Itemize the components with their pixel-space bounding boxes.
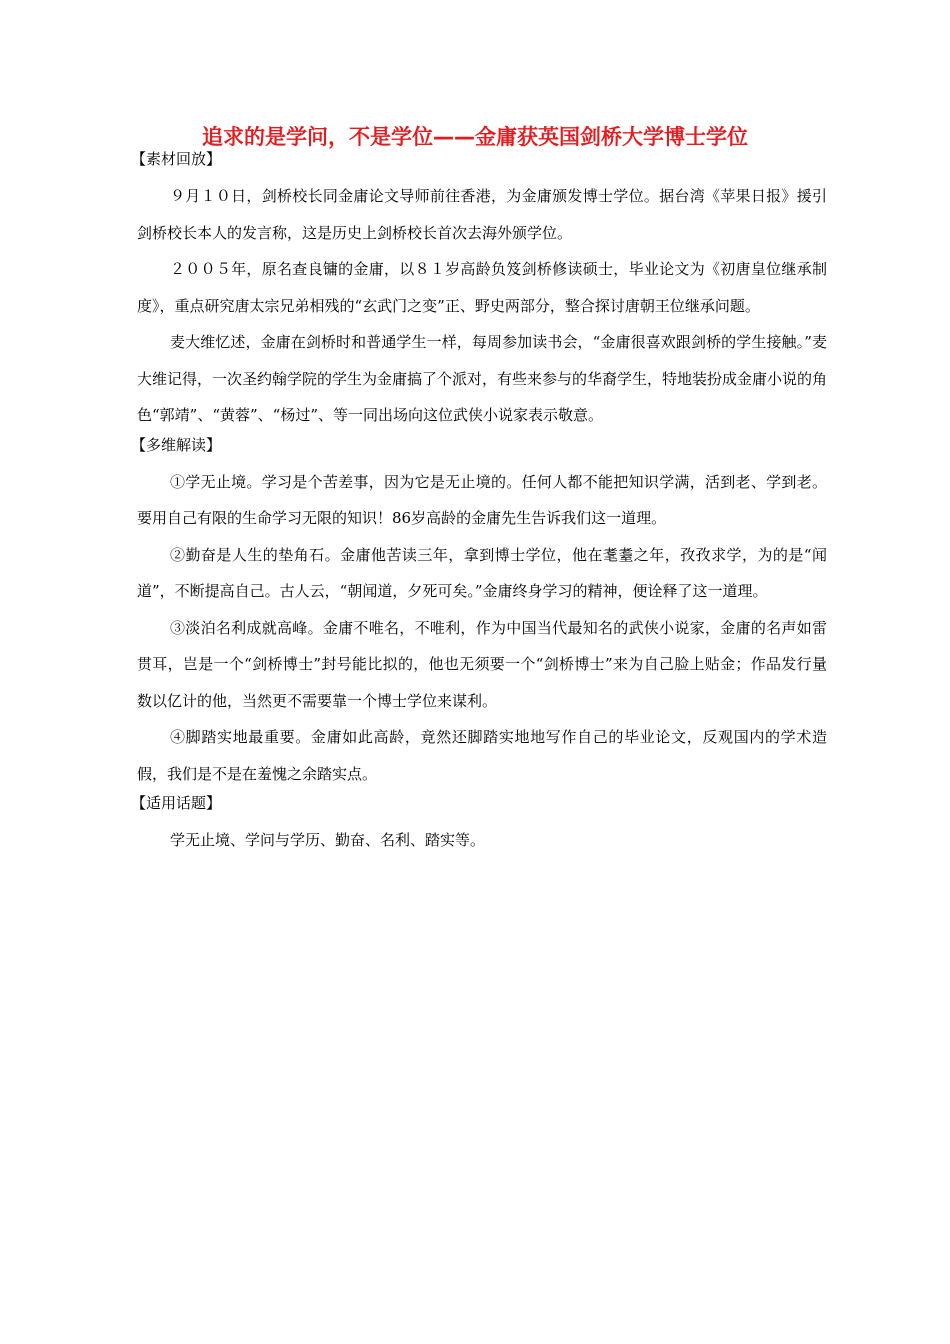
section-heading-interpretation: 【多维解读】 (131, 435, 222, 454)
paragraph: 学无止境、学问与学历、勤奋、名利、踏实等。 (170, 831, 486, 849)
paragraph: ①学无止境。学习是个苦差事，因为它是无止境的。任何人都不能把知识学满，活到老、学到老。要用自己有限的生命学习无限的知识！86岁高龄的金庸先生告诉我们这一道理。 (137, 472, 827, 527)
paragraph: 麦大维忆述，金庸在剑桥时和普通学生一样，每周参加读书会，“金庸很喜欢跟剑桥的学生接触。”麦大维记得，一次圣约翰学院的学生为金庸搞了个派对，有些来参与的华裔学生，特地装扮成金庸小说的角色“郭靖”、“黄蓉”、“杨过”、等一同出场向这位武侠小说家表示敬意。 (137, 333, 828, 424)
document-title: 追求的是学问，不是学位——金庸获英国剑桥大学博士学位 (202, 125, 748, 149)
document-body (131, 148, 828, 859)
section-heading-material: 【素材回放】 (131, 150, 222, 168)
paragraph: ②勤奋是人生的垫角石。金庸他苦读三年，拿到博士学位，他在耄耋之年，孜孜求学，为的是“闻道”，不断提高自己。古人云，“朝闻道，夕死可矣。”金庸终身学习的精神，便诠释了这一道理。 (137, 545, 827, 600)
paragraph: ２００５年，原名查良镛的金庸，以８１岁高龄负笈剑桥修读硕士，毕业论文为《初唐皇位继承制度》，重点研究唐太宗兄弟相残的“玄武门之变”正、野史两部分，整合探讨唐朝王位继承问题。 (137, 260, 827, 315)
section-heading-topics: 【适用话题】 (131, 794, 222, 812)
paragraph: ９月１０日，剑桥校长同金庸论文导师前往香港，为金庸颁发博士学位。据台湾《苹果日报》援引剑桥校长本人的发言称，这是历史上剑桥校长首次去海外颁学位。 (137, 187, 827, 242)
paragraph: ③淡泊名利成就高峰。金庸不唯名，不唯利，作为中国当代最知名的武侠小说家，金庸的名声如雷贯耳，岂是一个“剑桥博士”封号能比拟的，他也无须要一个“剑桥博士”来为自己脸上贴金；作品发行量数以亿计的他，当然更不需要靠一个博士学位来谋利。 (137, 618, 827, 710)
paragraph: ④脚踏实地最重要。金庸如此高龄，竟然还脚踏实地地写作自己的毕业论文，反观国内的学术造假，我们是不是在羞愧之余踏实点。 (137, 728, 827, 783)
